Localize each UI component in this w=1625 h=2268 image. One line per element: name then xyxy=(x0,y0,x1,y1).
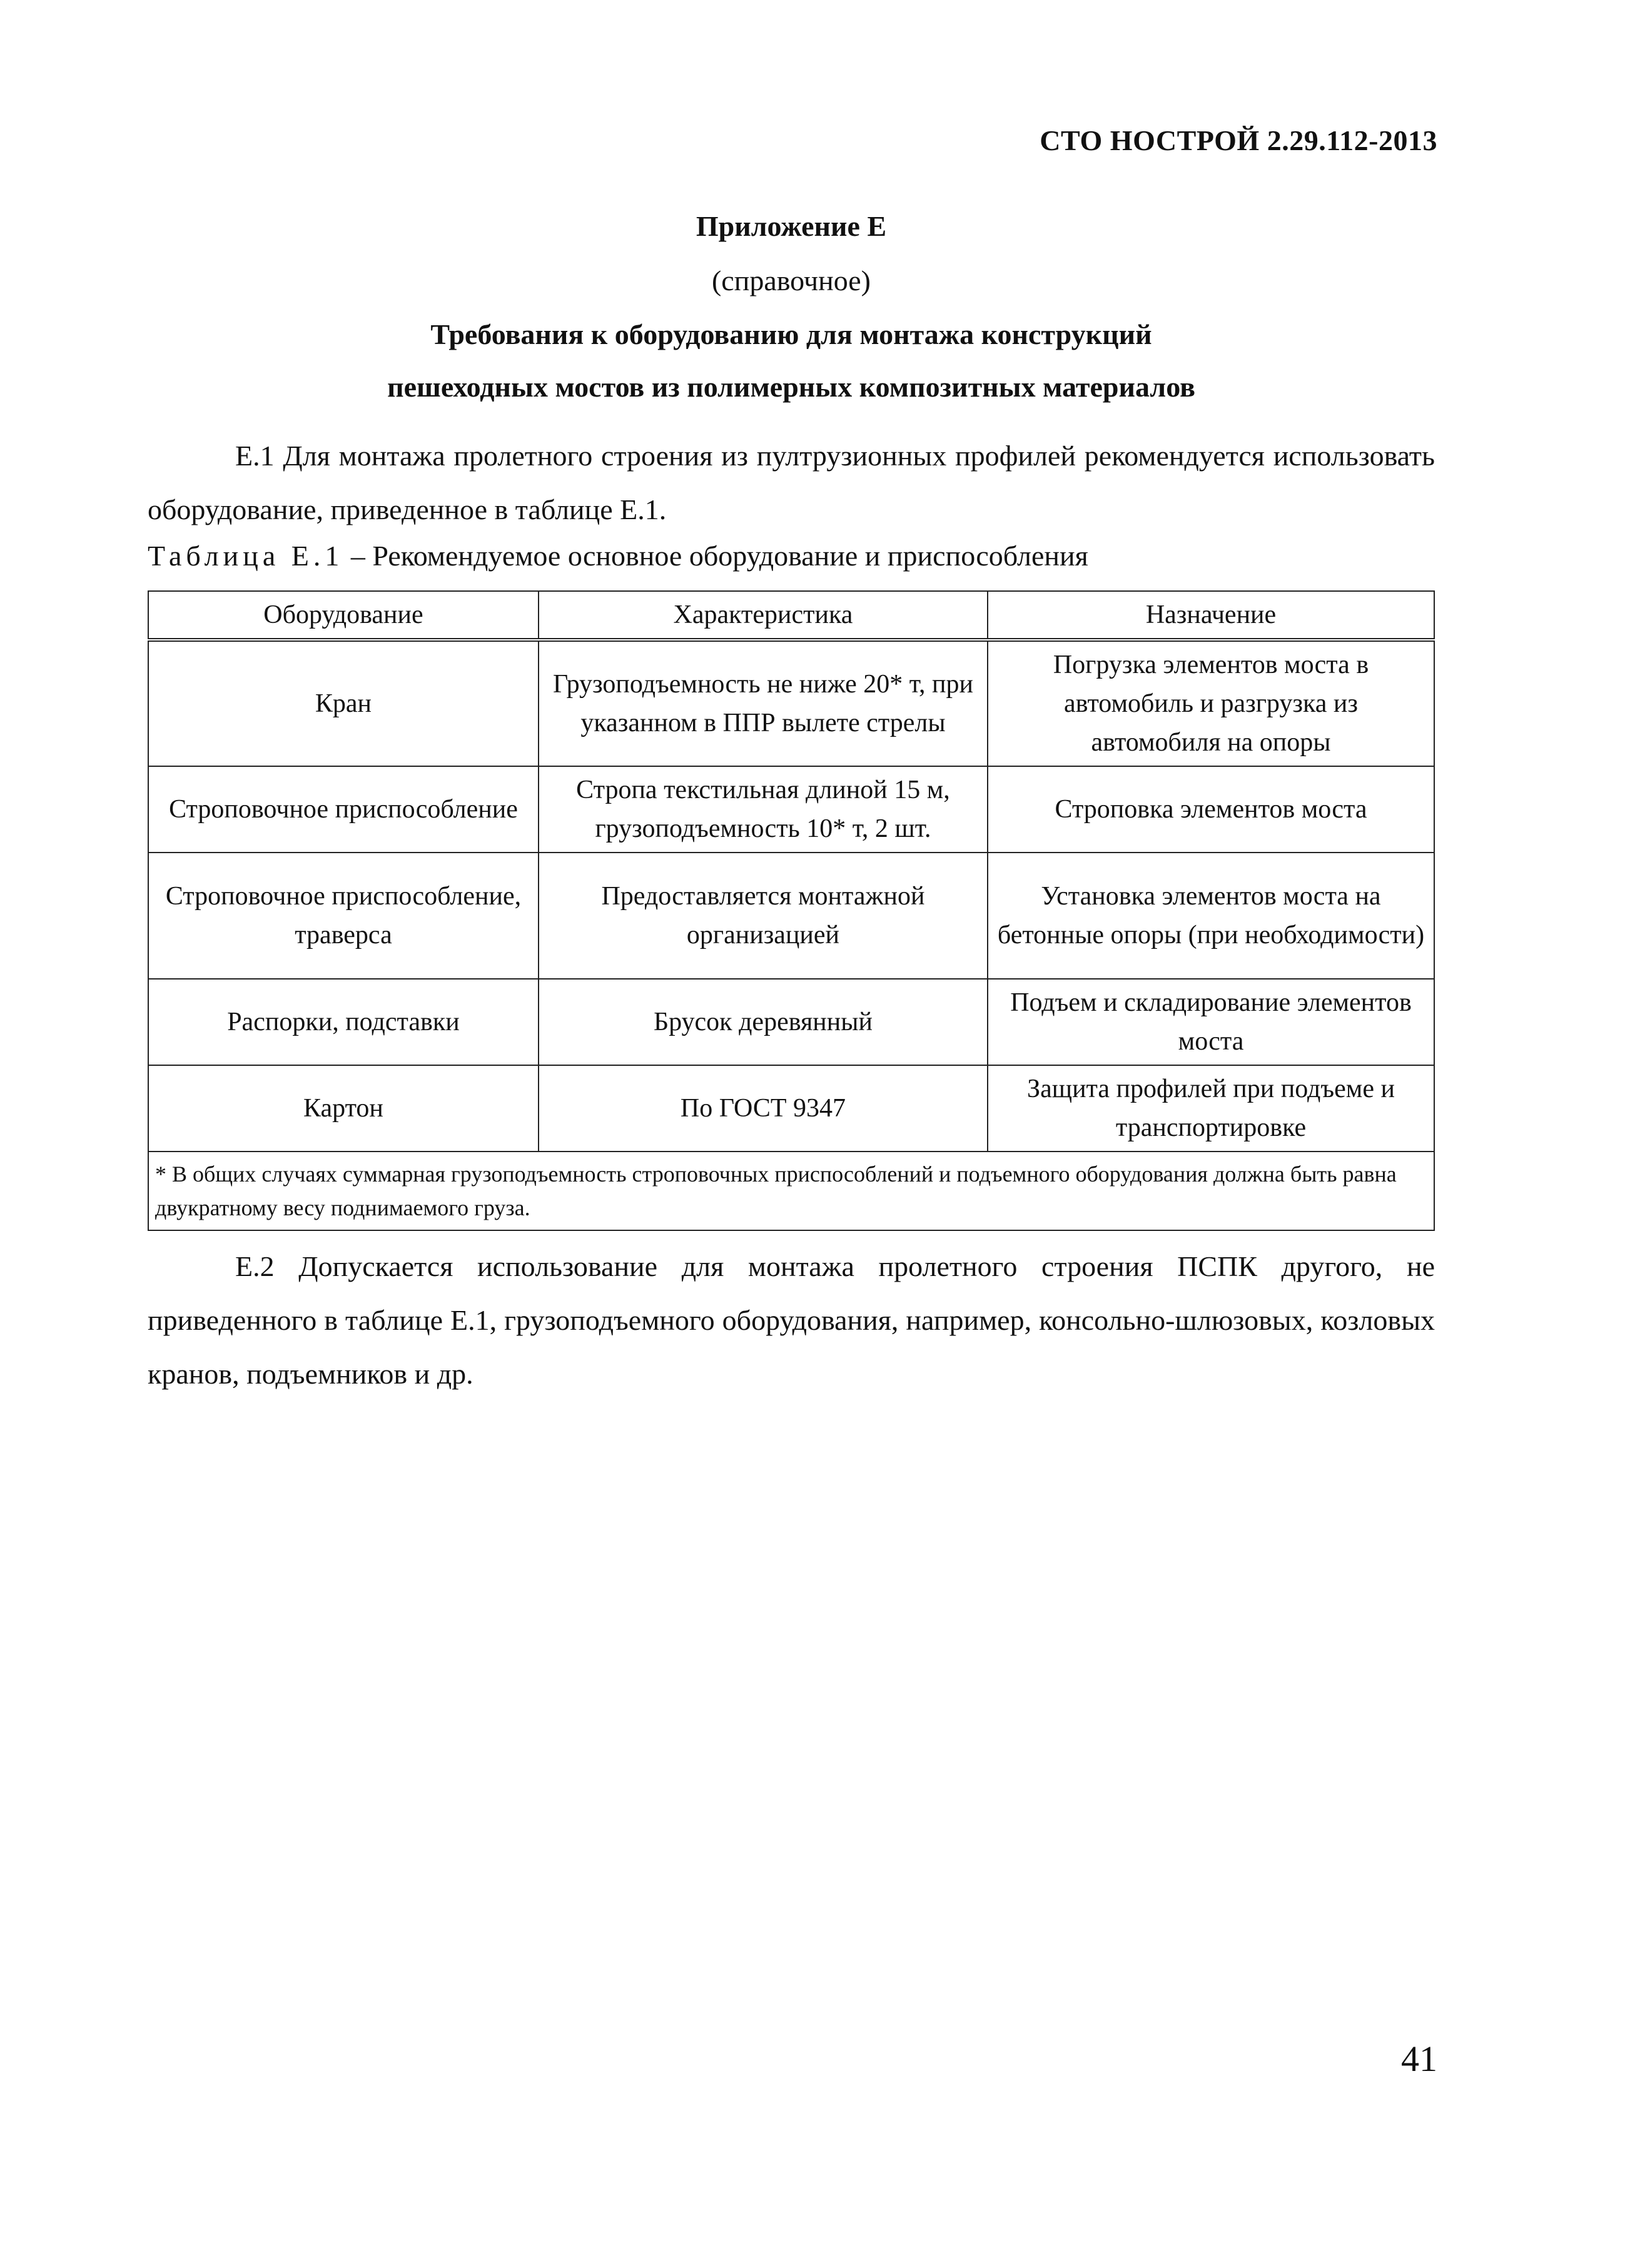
table-cell: Строповочное приспособление xyxy=(148,766,539,853)
table-row xyxy=(148,979,1434,1065)
header-characteristic: Характеристика xyxy=(539,591,988,640)
appendix-heading-line2: пешеходных мостов из полимерных композитных материалов xyxy=(387,371,1195,403)
table-row xyxy=(148,1065,1434,1152)
document-code: СТО НОСТРОЙ 2.29.112-2013 xyxy=(1040,124,1437,156)
equipment-table xyxy=(148,590,1435,1231)
appendix-subtitle: (справочное) xyxy=(711,265,871,296)
table-row xyxy=(148,853,1434,979)
table-cell: Распорки, подставки xyxy=(148,979,539,1065)
paragraph-e1: Е.1 Для монтажа пролетного строения из пултрузионных профилей рекомендуется использовать оборудование, приведенное в таблице Е.1. xyxy=(148,440,1435,525)
table-cell: По ГОСТ 9347 xyxy=(539,1065,988,1152)
table-cell: Грузоподъемность не ниже 20* т, при указанном в ППР вылете стрелы xyxy=(539,640,988,766)
table-caption-text: – Рекомендуемое основное оборудование и приспособления xyxy=(343,540,1088,572)
table-caption xyxy=(148,539,1088,572)
table-cell: Защита профилей при подъеме и транспортировке xyxy=(988,1065,1434,1152)
appendix-title: Приложение Е xyxy=(696,210,887,242)
header-purpose: Назначение xyxy=(988,591,1434,640)
page-number: 41 xyxy=(1401,2038,1437,2079)
table-cell: Подъем и складирование элементов моста xyxy=(988,979,1434,1065)
table-cell: Предоставляется монтажной организацией xyxy=(539,853,988,979)
table-cell: Установка элементов моста на бетонные опоры (при необходимости) xyxy=(988,853,1434,979)
table-cell: Погрузка элементов моста в автомобиль и разгрузка из автомобиля на опоры xyxy=(988,640,1434,766)
table-row xyxy=(148,766,1434,853)
appendix-heading-line1: Требования к оборудованию для монтажа конструкций xyxy=(430,318,1152,350)
table-cell: Брусок деревянный xyxy=(539,979,988,1065)
table-footnote-row xyxy=(148,1152,1434,1230)
table-cell: Стропа текстильная длиной 15 м, грузоподъемность 10* т, 2 шт. xyxy=(539,766,988,853)
table-cell: Строповочное приспособление, траверса xyxy=(148,853,539,979)
table-caption-label: Таблица Е.1 xyxy=(148,540,344,572)
table-cell: Кран xyxy=(148,640,539,766)
table-header-row xyxy=(148,591,1434,640)
header-equipment: Оборудование xyxy=(148,591,539,640)
table-cell: Картон xyxy=(148,1065,539,1152)
table-row xyxy=(148,640,1434,766)
table-cell: Строповка элементов моста xyxy=(988,766,1434,853)
table-footnote: * В общих случаях суммарная грузоподъемность строповочных приспособлений и подъемного оборудования должна быть равна двукратному весу поднимаемого груза. xyxy=(148,1152,1434,1230)
paragraph-e2: Е.2 Допускается использование для монтажа пролетного строения ПСПК другого, не приведенного в таблице Е.1, грузоподъемного оборудования, например, консольно-шлюзовых, козловых кранов, подъемников и др. xyxy=(148,1250,1435,1390)
